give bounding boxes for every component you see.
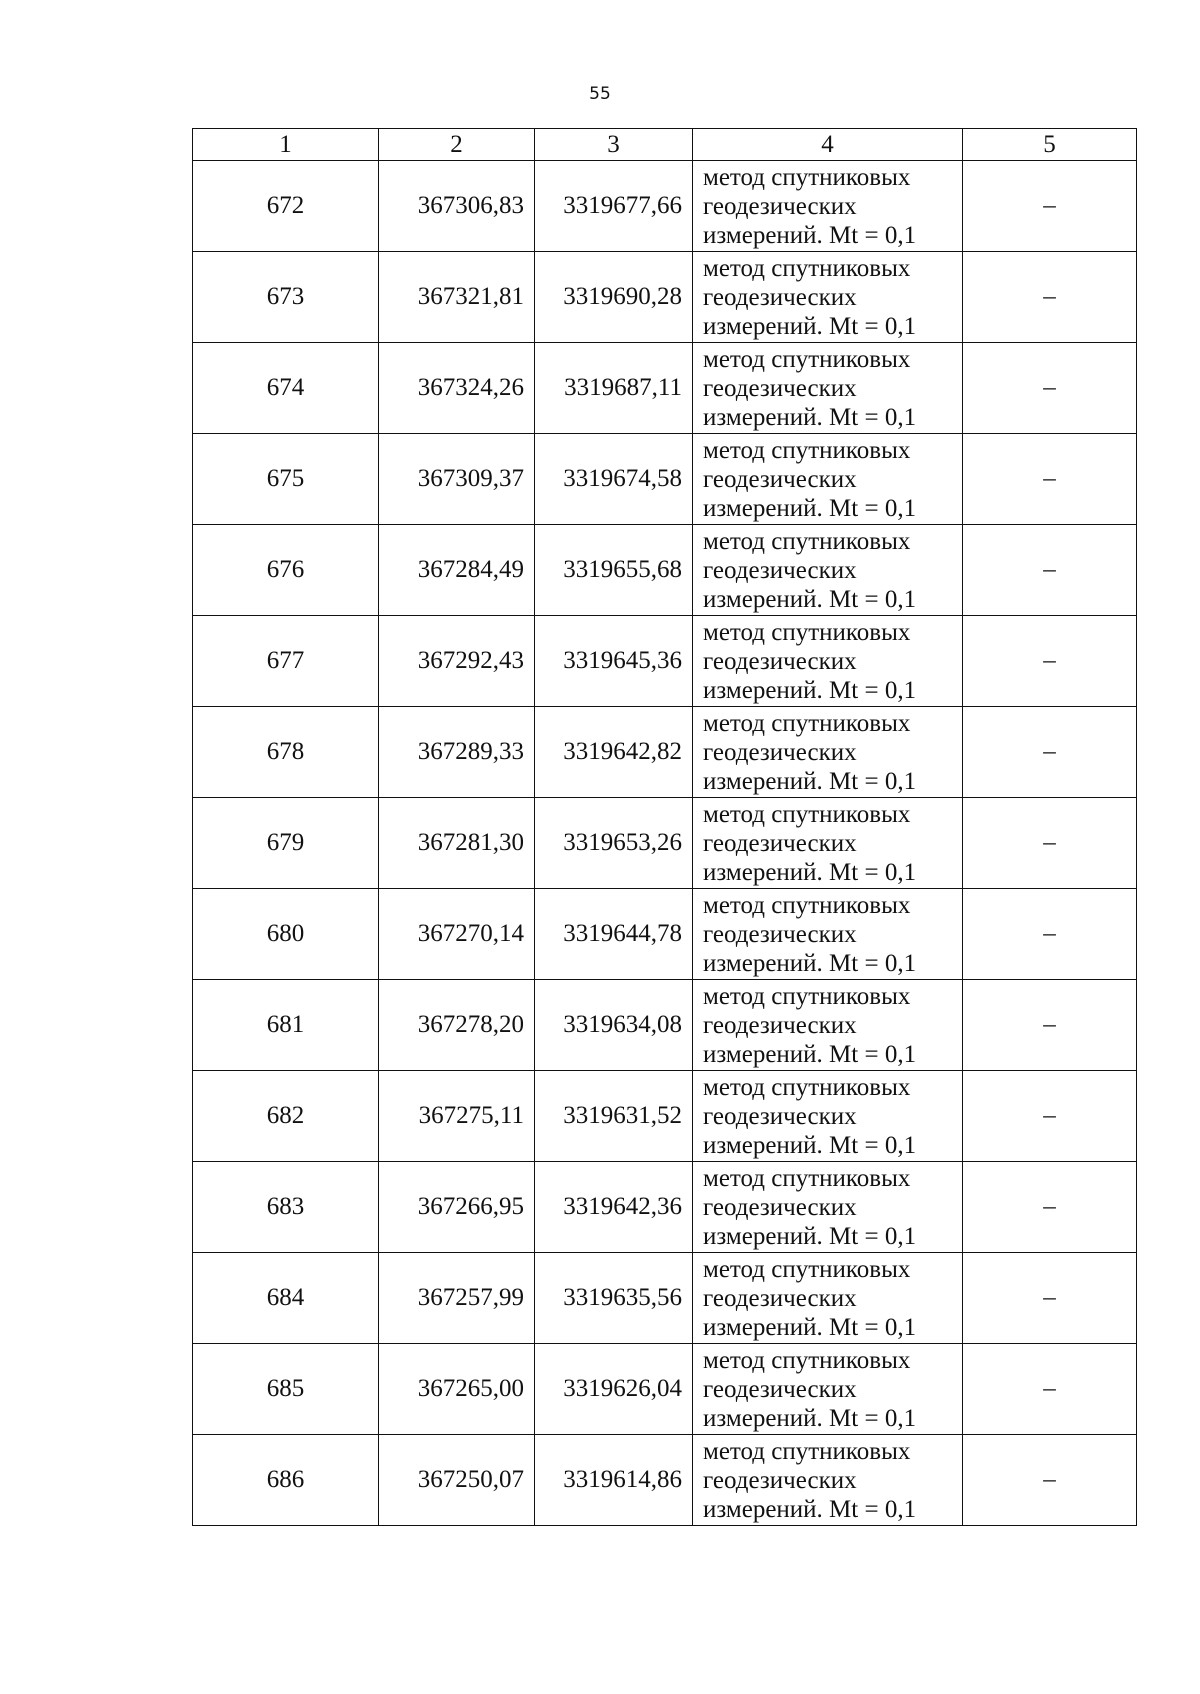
method-line: геодезических: [703, 283, 857, 311]
y-coordinate-cell: 3319634,08: [535, 980, 693, 1071]
y-coordinate-cell: 3319690,28: [535, 252, 693, 343]
method-cell: [693, 434, 963, 525]
point-number-cell: 672: [193, 161, 379, 252]
method-line: геодезических: [703, 829, 857, 857]
table-row: [193, 434, 1137, 525]
table-row: [193, 1253, 1137, 1344]
method-line: метод спутниковых: [703, 709, 911, 737]
x-coordinate-cell: 367289,33: [379, 707, 535, 798]
method-line: измерений. Mt = 0,1: [703, 312, 917, 340]
method-line: измерений. Mt = 0,1: [703, 767, 917, 795]
x-coordinate-cell: 367278,20: [379, 980, 535, 1071]
column-header-3: 3: [535, 129, 693, 161]
method-cell: [693, 525, 963, 616]
table-row: [193, 889, 1137, 980]
x-coordinate-cell: 367309,37: [379, 434, 535, 525]
method-line: метод спутниковых: [703, 436, 911, 464]
note-cell: –: [963, 1344, 1137, 1435]
method-cell: [693, 1253, 963, 1344]
point-number-cell: 678: [193, 707, 379, 798]
x-coordinate-cell: 367321,81: [379, 252, 535, 343]
method-cell: [693, 980, 963, 1071]
method-cell: [693, 1435, 963, 1526]
note-cell: –: [963, 434, 1137, 525]
point-number-cell: 681: [193, 980, 379, 1071]
point-number-cell: 677: [193, 616, 379, 707]
method-cell: [693, 1071, 963, 1162]
note-cell: –: [963, 343, 1137, 434]
x-coordinate-cell: 367306,83: [379, 161, 535, 252]
method-line: измерений. Mt = 0,1: [703, 1495, 917, 1523]
note-cell: –: [963, 525, 1137, 616]
method-line: измерений. Mt = 0,1: [703, 858, 917, 886]
point-number-cell: 674: [193, 343, 379, 434]
point-number-cell: 683: [193, 1162, 379, 1253]
table-row: [193, 252, 1137, 343]
method-line: измерений. Mt = 0,1: [703, 1222, 917, 1250]
y-coordinate-cell: 3319677,66: [535, 161, 693, 252]
method-cell: [693, 889, 963, 980]
table-row: [193, 1435, 1137, 1526]
x-coordinate-cell: 367281,30: [379, 798, 535, 889]
method-line: геодезических: [703, 738, 857, 766]
method-line: геодезических: [703, 465, 857, 493]
point-number-cell: 686: [193, 1435, 379, 1526]
method-line: метод спутниковых: [703, 982, 911, 1010]
point-number-cell: 679: [193, 798, 379, 889]
point-number-cell: 685: [193, 1344, 379, 1435]
coordinates-table: [192, 128, 1137, 1526]
column-header-4: 4: [693, 129, 963, 161]
method-line: измерений. Mt = 0,1: [703, 494, 917, 522]
table-row: [193, 525, 1137, 616]
method-line: измерений. Mt = 0,1: [703, 1040, 917, 1068]
point-number-cell: 680: [193, 889, 379, 980]
method-line: метод спутниковых: [703, 618, 911, 646]
x-coordinate-cell: 367270,14: [379, 889, 535, 980]
point-number-cell: 676: [193, 525, 379, 616]
y-coordinate-cell: 3319631,52: [535, 1071, 693, 1162]
method-line: геодезических: [703, 647, 857, 675]
method-line: измерений. Mt = 0,1: [703, 1404, 917, 1432]
method-line: геодезических: [703, 556, 857, 584]
note-cell: –: [963, 161, 1137, 252]
table-body: [193, 161, 1137, 1526]
table-row: [193, 616, 1137, 707]
point-number-cell: 675: [193, 434, 379, 525]
x-coordinate-cell: 367266,95: [379, 1162, 535, 1253]
point-number-cell: 673: [193, 252, 379, 343]
method-cell: [693, 798, 963, 889]
y-coordinate-cell: 3319687,11: [535, 343, 693, 434]
method-line: геодезических: [703, 1193, 857, 1221]
note-cell: –: [963, 1435, 1137, 1526]
method-line: измерений. Mt = 0,1: [703, 403, 917, 431]
column-header-2: 2: [379, 129, 535, 161]
x-coordinate-cell: 367250,07: [379, 1435, 535, 1526]
method-line: метод спутниковых: [703, 1437, 911, 1465]
method-line: метод спутниковых: [703, 254, 911, 282]
method-cell: [693, 616, 963, 707]
method-cell: [693, 1162, 963, 1253]
method-line: геодезических: [703, 1466, 857, 1494]
note-cell: –: [963, 252, 1137, 343]
table-row: [193, 1162, 1137, 1253]
x-coordinate-cell: 367265,00: [379, 1344, 535, 1435]
table-row: [193, 707, 1137, 798]
note-cell: –: [963, 707, 1137, 798]
table-row: [193, 161, 1137, 252]
method-line: метод спутниковых: [703, 1073, 911, 1101]
method-cell: [693, 161, 963, 252]
note-cell: –: [963, 889, 1137, 980]
x-coordinate-cell: 367275,11: [379, 1071, 535, 1162]
y-coordinate-cell: 3319655,68: [535, 525, 693, 616]
method-cell: [693, 1344, 963, 1435]
method-line: метод спутниковых: [703, 800, 911, 828]
table-row: [193, 798, 1137, 889]
point-number-cell: 684: [193, 1253, 379, 1344]
method-cell: [693, 252, 963, 343]
table-row: [193, 1071, 1137, 1162]
method-cell: [693, 707, 963, 798]
method-line: геодезических: [703, 1284, 857, 1312]
table-row: [193, 980, 1137, 1071]
method-line: метод спутниковых: [703, 1164, 911, 1192]
y-coordinate-cell: 3319674,58: [535, 434, 693, 525]
y-coordinate-cell: 3319642,82: [535, 707, 693, 798]
method-line: измерений. Mt = 0,1: [703, 949, 917, 977]
column-header-5: 5: [963, 129, 1137, 161]
method-line: метод спутниковых: [703, 345, 911, 373]
method-line: измерений. Mt = 0,1: [703, 221, 917, 249]
method-line: метод спутниковых: [703, 1255, 911, 1283]
column-header-1: 1: [193, 129, 379, 161]
method-line: геодезических: [703, 920, 857, 948]
method-line: измерений. Mt = 0,1: [703, 676, 917, 704]
note-cell: –: [963, 1162, 1137, 1253]
method-line: метод спутниковых: [703, 1346, 911, 1374]
table-header-row: [193, 129, 1137, 161]
y-coordinate-cell: 3319626,04: [535, 1344, 693, 1435]
y-coordinate-cell: 3319614,86: [535, 1435, 693, 1526]
method-line: метод спутниковых: [703, 163, 911, 191]
method-line: измерений. Mt = 0,1: [703, 1131, 917, 1159]
point-number-cell: 682: [193, 1071, 379, 1162]
note-cell: –: [963, 798, 1137, 889]
y-coordinate-cell: 3319653,26: [535, 798, 693, 889]
x-coordinate-cell: 367292,43: [379, 616, 535, 707]
x-coordinate-cell: 367284,49: [379, 525, 535, 616]
method-line: геодезических: [703, 1102, 857, 1130]
method-line: геодезических: [703, 1375, 857, 1403]
method-line: метод спутниковых: [703, 891, 911, 919]
y-coordinate-cell: 3319635,56: [535, 1253, 693, 1344]
x-coordinate-cell: 367324,26: [379, 343, 535, 434]
note-cell: –: [963, 980, 1137, 1071]
note-cell: –: [963, 1071, 1137, 1162]
table-row: [193, 343, 1137, 434]
method-line: геодезических: [703, 192, 857, 220]
method-cell: [693, 343, 963, 434]
note-cell: –: [963, 1253, 1137, 1344]
method-line: измерений. Mt = 0,1: [703, 585, 917, 613]
method-line: измерений. Mt = 0,1: [703, 1313, 917, 1341]
method-line: метод спутниковых: [703, 527, 911, 555]
page-number: 55: [589, 84, 611, 104]
note-cell: –: [963, 616, 1137, 707]
table-row: [193, 1344, 1137, 1435]
method-line: геодезических: [703, 374, 857, 402]
x-coordinate-cell: 367257,99: [379, 1253, 535, 1344]
y-coordinate-cell: 3319645,36: [535, 616, 693, 707]
method-line: геодезических: [703, 1011, 857, 1039]
y-coordinate-cell: 3319644,78: [535, 889, 693, 980]
y-coordinate-cell: 3319642,36: [535, 1162, 693, 1253]
